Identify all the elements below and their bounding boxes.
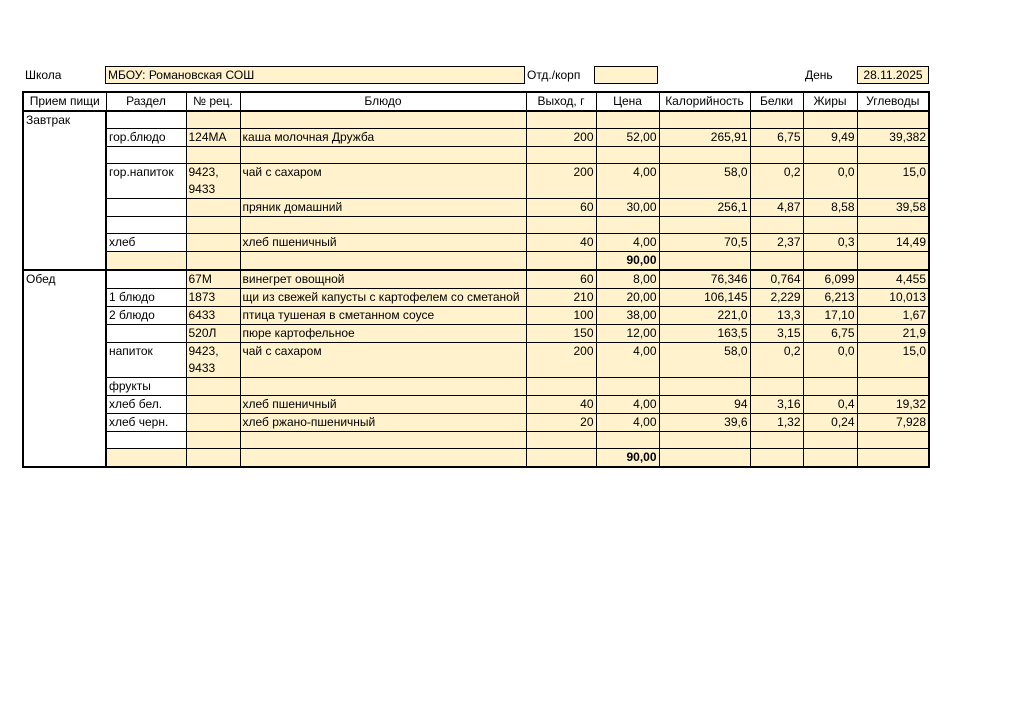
price-cell[interactable]: 4,00 — [596, 342, 659, 377]
dish-cell[interactable] — [240, 216, 526, 233]
kcal-cell[interactable]: 106,145 — [659, 288, 750, 306]
carbs-cell[interactable]: 21,9 — [857, 324, 929, 342]
yield-cell[interactable]: 210 — [526, 288, 596, 306]
recipe-cell[interactable] — [186, 198, 240, 216]
protein-cell[interactable]: 0,764 — [750, 270, 803, 289]
protein-cell[interactable]: 6,75 — [750, 128, 803, 146]
col-header-dish: Блюдо — [240, 92, 526, 111]
kcal-cell[interactable]: 256,1 — [659, 198, 750, 216]
table-row — [23, 413, 929, 431]
fat-cell[interactable]: 0,0 — [803, 163, 857, 198]
kcal-cell[interactable]: 39,6 — [659, 413, 750, 431]
dish-cell[interactable]: каша молочная Дружба — [240, 128, 526, 146]
dish-cell[interactable] — [240, 377, 526, 395]
protein-cell[interactable]: 2,37 — [750, 233, 803, 251]
price-cell[interactable]: 4,00 — [596, 395, 659, 413]
total-price: 90,00 — [596, 448, 659, 467]
table-row — [23, 216, 929, 233]
section-cell[interactable]: гор.напиток — [106, 163, 186, 198]
recipe-cell[interactable] — [186, 377, 240, 395]
carbs-cell[interactable] — [857, 111, 929, 128]
kcal-cell[interactable] — [659, 146, 750, 163]
price-cell[interactable]: 4,00 — [596, 233, 659, 251]
dish-cell[interactable]: птица тушеная в сметанном соусе — [240, 306, 526, 324]
protein-cell[interactable]: 4,87 — [750, 198, 803, 216]
section-cell[interactable] — [106, 146, 186, 163]
kcal-cell[interactable]: 265,91 — [659, 128, 750, 146]
recipe-cell[interactable]: 520Л — [186, 324, 240, 342]
carbs-cell[interactable]: 39,382 — [857, 128, 929, 146]
section-cell[interactable] — [106, 111, 186, 128]
total-row-empty-cell — [803, 448, 857, 467]
carbs-cell[interactable] — [857, 216, 929, 233]
table-row — [23, 233, 929, 251]
table-row — [23, 306, 929, 324]
price-cell[interactable]: 20,00 — [596, 288, 659, 306]
kcal-cell[interactable]: 94 — [659, 395, 750, 413]
price-cell[interactable]: 38,00 — [596, 306, 659, 324]
table-row — [23, 111, 929, 128]
fat-cell[interactable]: 6,213 — [803, 288, 857, 306]
dept-label: Отд./корп — [527, 68, 581, 82]
col-header-recipe: № рец. — [186, 92, 240, 111]
price-cell[interactable]: 30,00 — [596, 198, 659, 216]
section-cell[interactable]: хлеб черн. — [106, 413, 186, 431]
yield-cell[interactable] — [526, 111, 596, 128]
kcal-cell[interactable]: 58,0 — [659, 342, 750, 377]
price-cell[interactable]: 4,00 — [596, 163, 659, 198]
carbs-cell[interactable] — [857, 146, 929, 163]
carbs-cell[interactable]: 14,49 — [857, 233, 929, 251]
carbs-cell[interactable]: 19,32 — [857, 395, 929, 413]
protein-cell[interactable]: 0,2 — [750, 163, 803, 198]
section-cell[interactable] — [106, 216, 186, 233]
recipe-cell[interactable]: 67М — [186, 270, 240, 289]
total-row-empty-cell — [240, 251, 526, 270]
kcal-cell[interactable]: 70,5 — [659, 233, 750, 251]
carbs-cell[interactable]: 39,58 — [857, 198, 929, 216]
col-header-kcal: Калорийность — [659, 92, 750, 111]
protein-cell[interactable] — [750, 111, 803, 128]
section-cell[interactable] — [106, 324, 186, 342]
price-cell[interactable]: 12,00 — [596, 324, 659, 342]
yield-cell[interactable] — [526, 377, 596, 395]
yield-cell[interactable]: 60 — [526, 270, 596, 289]
table-row — [23, 395, 929, 413]
section-cell[interactable]: 2 блюдо — [106, 306, 186, 324]
fat-cell[interactable]: 0,3 — [803, 233, 857, 251]
total-row-empty-cell — [240, 448, 526, 467]
recipe-cell[interactable] — [186, 395, 240, 413]
yield-cell[interactable]: 200 — [526, 342, 596, 377]
carbs-cell[interactable]: 7,928 — [857, 413, 929, 431]
carbs-cell[interactable]: 15,0 — [857, 342, 929, 377]
table-row — [23, 270, 929, 289]
meal-cell: Завтрак — [23, 111, 106, 270]
protein-cell[interactable] — [750, 431, 803, 448]
dish-cell[interactable]: щи из свежей капусты с картофелем со сметаной — [240, 288, 526, 306]
kcal-cell[interactable] — [659, 431, 750, 448]
col-header-protein: Белки — [750, 92, 803, 111]
section-cell[interactable]: хлеб — [106, 233, 186, 251]
total-row-empty-cell — [186, 448, 240, 467]
dish-cell[interactable]: хлеб пшеничный — [240, 233, 526, 251]
dish-cell[interactable]: пюре картофельное — [240, 324, 526, 342]
table-row — [23, 324, 929, 342]
fat-cell[interactable]: 0,24 — [803, 413, 857, 431]
total-row-empty-cell — [750, 448, 803, 467]
protein-cell[interactable] — [750, 377, 803, 395]
yield-cell[interactable]: 100 — [526, 306, 596, 324]
total-row-empty-cell — [106, 251, 186, 270]
yield-cell[interactable]: 40 — [526, 395, 596, 413]
col-header-yield: Выход, г — [526, 92, 596, 111]
dish-cell[interactable]: хлеб ржано-пшеничный — [240, 413, 526, 431]
recipe-cell[interactable]: 1873 — [186, 288, 240, 306]
total-row-empty-cell — [750, 251, 803, 270]
section-cell[interactable] — [106, 198, 186, 216]
section-cell[interactable] — [106, 270, 186, 289]
protein-cell[interactable]: 3,15 — [750, 324, 803, 342]
kcal-cell[interactable]: 163,5 — [659, 324, 750, 342]
table-row — [23, 342, 929, 377]
yield-cell[interactable] — [526, 146, 596, 163]
price-cell[interactable]: 8,00 — [596, 270, 659, 289]
protein-cell[interactable] — [750, 216, 803, 233]
price-cell[interactable] — [596, 216, 659, 233]
yield-cell[interactable]: 150 — [526, 324, 596, 342]
table-row — [23, 377, 929, 395]
kcal-cell[interactable]: 58,0 — [659, 163, 750, 198]
section-cell[interactable]: напиток — [106, 342, 186, 377]
menu-table — [22, 91, 930, 468]
total-row-empty-cell — [526, 251, 596, 270]
section-cell[interactable]: гор.блюдо — [106, 128, 186, 146]
yield-cell[interactable] — [526, 431, 596, 448]
total-row-empty-cell — [186, 251, 240, 270]
table-row — [23, 288, 929, 306]
meal-cell: Обед — [23, 270, 106, 467]
protein-cell[interactable]: 0,2 — [750, 342, 803, 377]
col-header-fat: Жиры — [803, 92, 857, 111]
yield-cell[interactable]: 200 — [526, 163, 596, 198]
total-row — [23, 448, 929, 467]
yield-cell[interactable]: 60 — [526, 198, 596, 216]
header-row — [23, 92, 929, 111]
fat-cell[interactable]: 6,099 — [803, 270, 857, 289]
col-header-price: Цена — [596, 92, 659, 111]
dish-cell[interactable] — [240, 111, 526, 128]
table-row — [23, 128, 929, 146]
recipe-cell[interactable] — [186, 111, 240, 128]
total-row-empty-cell — [659, 251, 750, 270]
recipe-cell[interactable] — [186, 146, 240, 163]
carbs-cell[interactable] — [857, 431, 929, 448]
kcal-cell[interactable] — [659, 216, 750, 233]
price-cell[interactable] — [596, 377, 659, 395]
fat-cell[interactable] — [803, 111, 857, 128]
table-row — [23, 431, 929, 448]
day-label: День — [805, 68, 833, 82]
total-price: 90,00 — [596, 251, 659, 270]
section-cell[interactable]: фрукты — [106, 377, 186, 395]
dish-cell[interactable]: пряник домашний — [240, 198, 526, 216]
fat-cell[interactable]: 17,10 — [803, 306, 857, 324]
yield-cell[interactable]: 200 — [526, 128, 596, 146]
dish-cell[interactable]: хлеб пшеничный — [240, 395, 526, 413]
fat-cell[interactable]: 8,58 — [803, 198, 857, 216]
table-row — [23, 146, 929, 163]
price-cell[interactable] — [596, 431, 659, 448]
recipe-cell[interactable]: 9423, 9433 — [186, 163, 240, 198]
fat-cell[interactable]: 0,4 — [803, 395, 857, 413]
fat-cell[interactable] — [803, 377, 857, 395]
school-field[interactable]: МБОУ: Романовская СОШ — [105, 66, 525, 84]
protein-cell[interactable]: 13,3 — [750, 306, 803, 324]
recipe-cell[interactable] — [186, 431, 240, 448]
school-label: Школа — [25, 68, 62, 82]
day-field[interactable]: 28.11.2025 — [857, 66, 929, 84]
carbs-cell[interactable]: 15,0 — [857, 163, 929, 198]
recipe-cell[interactable] — [186, 233, 240, 251]
dish-cell[interactable] — [240, 146, 526, 163]
recipe-cell[interactable] — [186, 413, 240, 431]
col-header-carbs: Углеводы — [857, 92, 929, 111]
price-cell[interactable] — [596, 146, 659, 163]
section-cell[interactable]: 1 блюдо — [106, 288, 186, 306]
section-cell[interactable] — [106, 431, 186, 448]
section-cell[interactable]: хлеб бел. — [106, 395, 186, 413]
yield-cell[interactable]: 20 — [526, 413, 596, 431]
total-row-empty-cell — [857, 251, 929, 270]
table-row — [23, 198, 929, 216]
kcal-cell[interactable]: 76,346 — [659, 270, 750, 289]
dish-cell[interactable]: чай с сахаром — [240, 342, 526, 377]
kcal-cell[interactable] — [659, 377, 750, 395]
carbs-cell[interactable]: 4,455 — [857, 270, 929, 289]
recipe-cell[interactable]: 124МА — [186, 128, 240, 146]
fat-cell[interactable] — [803, 431, 857, 448]
recipe-cell[interactable]: 9423, 9433 — [186, 342, 240, 377]
table-row — [23, 163, 929, 198]
recipe-cell[interactable] — [186, 216, 240, 233]
fat-cell[interactable] — [803, 146, 857, 163]
protein-cell[interactable] — [750, 146, 803, 163]
fat-cell[interactable]: 0,0 — [803, 342, 857, 377]
carbs-cell[interactable]: 1,67 — [857, 306, 929, 324]
fat-cell[interactable]: 9,49 — [803, 128, 857, 146]
yield-cell[interactable]: 40 — [526, 233, 596, 251]
price-cell[interactable]: 4,00 — [596, 413, 659, 431]
protein-cell[interactable]: 3,16 — [750, 395, 803, 413]
dish-cell[interactable] — [240, 431, 526, 448]
kcal-cell[interactable]: 221,0 — [659, 306, 750, 324]
recipe-cell[interactable]: 6433 — [186, 306, 240, 324]
total-row-empty-cell — [857, 448, 929, 467]
protein-cell[interactable]: 2,229 — [750, 288, 803, 306]
carbs-cell[interactable] — [857, 377, 929, 395]
price-cell[interactable] — [596, 111, 659, 128]
fat-cell[interactable]: 6,75 — [803, 324, 857, 342]
kcal-cell[interactable] — [659, 111, 750, 128]
protein-cell[interactable]: 1,32 — [750, 413, 803, 431]
price-cell[interactable]: 52,00 — [596, 128, 659, 146]
total-row-empty-cell — [803, 251, 857, 270]
col-header-section: Раздел — [106, 92, 186, 111]
carbs-cell[interactable]: 10,013 — [857, 288, 929, 306]
dept-field[interactable] — [594, 66, 658, 84]
fat-cell[interactable] — [803, 216, 857, 233]
total-row — [23, 251, 929, 270]
total-row-empty-cell — [526, 448, 596, 467]
total-row-empty-cell — [659, 448, 750, 467]
yield-cell[interactable] — [526, 216, 596, 233]
dish-cell[interactable]: чай с сахаром — [240, 163, 526, 198]
dish-cell[interactable]: винегрет овощной — [240, 270, 526, 289]
col-header-meal: Прием пищи — [23, 92, 106, 111]
total-row-empty-cell — [106, 448, 186, 467]
